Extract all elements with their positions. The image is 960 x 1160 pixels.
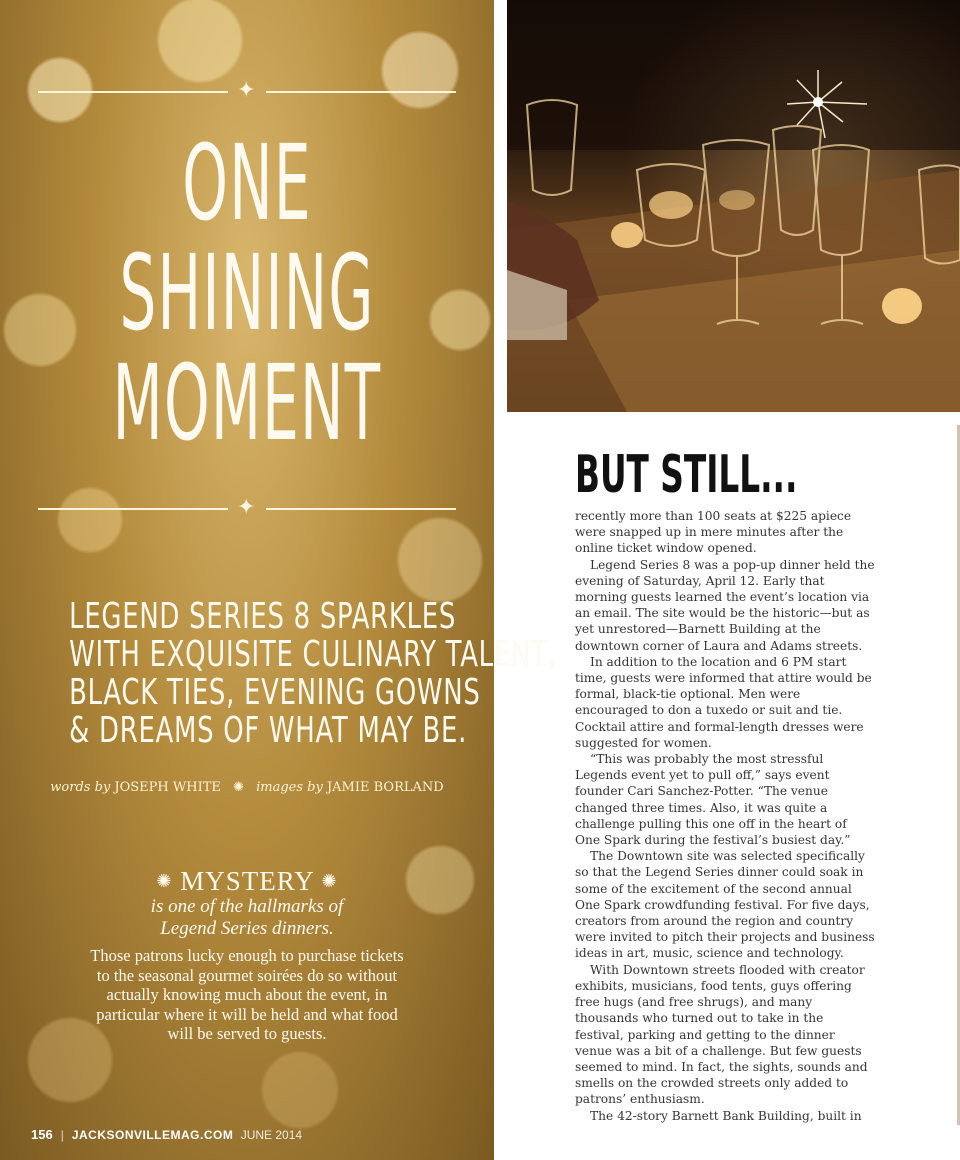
words-label: words by — [50, 780, 111, 795]
photo-illustration — [507, 0, 960, 412]
mystery-subheading — [0, 896, 494, 940]
page-number: 156 — [31, 1127, 53, 1142]
mystery-word: MYSTERY — [180, 866, 314, 896]
site-url: JACKSONVILLEMAG.COM — [71, 1128, 234, 1142]
top-ornament-rule — [38, 78, 456, 103]
article-paragraph: Legend Series 8 was a pop-up dinner held the evening of Saturday, April 12. Early that morning guests learned the event’s location via an email. The site would be the historic—but as yet unrestored—Barnett Building at the downtown corner of Laura and Adams streets. — [575, 557, 875, 653]
article-headline: BUT STILL... — [575, 445, 798, 505]
four-point-star-icon: ✦ — [237, 495, 256, 520]
title-line-2: SHINING — [119, 232, 375, 354]
article-paragraph: In addition to the location and 6 PM start time, guests were informed that attire would be formal, black-tie optional. Men were encouraged to don a tuxedo or suit and tie. Cocktail attire and formal-length dresses were suggested for women. — [575, 654, 872, 750]
sunburst-icon: ✺ — [233, 780, 244, 795]
subtitle-line: BLACK TIES, EVENING GOWNS — [69, 672, 481, 713]
writer-name: JOSEPH WHITE — [114, 780, 221, 795]
subtitle-line: LEGEND SERIES 8 SPARKLES — [69, 596, 457, 637]
bottom-ornament-rule — [38, 495, 456, 520]
byline — [0, 780, 494, 795]
article-body — [575, 508, 875, 1124]
mystery-heading — [0, 866, 494, 897]
article-paragraph: The Downtown site was selected specifically so that the Legend Series dinner could soak in some of the excitement of the second annual One Spark crowdfunding festival. For five days, creators from around the region and country were invited to pitch their projects and business ideas in art, music, science and technology. — [575, 849, 875, 961]
issue-date: JUNE 2014 — [240, 1128, 303, 1142]
sunburst-icon: ✺ — [321, 871, 338, 891]
title-line-1: ONE — [182, 122, 312, 244]
sunburst-icon: ✺ — [156, 871, 173, 891]
four-point-star-icon: ✦ — [237, 78, 256, 103]
title-line-3: MOMENT — [112, 342, 382, 464]
mystery-sub-line: Legend Series dinners. — [160, 918, 334, 939]
article-paragraph: “This was probably the most stressful Legends event yet to pull off,” says event founder Cari Sanchez-Potter. “The venue changed three times. Also, it was quite a challenge pulling this one off in the heart of One Spark during the festival’s busiest day.” — [575, 752, 851, 848]
images-label: images by — [256, 780, 323, 795]
photographer-name: JAMIE BORLAND — [326, 780, 444, 795]
mystery-sub-line: is one of the hallmarks of — [150, 896, 344, 917]
article-paragraph: With Downtown streets flooded with creator exhibits, musicians, food tents, guys offering free hugs (and free shrugs), and many thousands who turned out to take in the festival, parking and getting to the dinner venue was a bit of a challenge. But few guests seemed to mind. In fact, the sights, sounds and smells on the crowded streets only added to patrons’ enthusiasm. — [575, 962, 868, 1107]
subtitle-line: WITH EXQUISITE CULINARY TALENT, — [69, 634, 557, 675]
lede-paragraph: Those patrons lucky enough to purchase tickets to the seasonal gourmet soirées do so without actually knowing much about the event, in particular where it will be held and what food will be served to guests. — [90, 946, 404, 1044]
folio: 156 | JACKSONVILLEMAG.COM JUNE 2014 — [31, 1127, 303, 1142]
subtitle-line: & DREAMS OF WHAT MAY BE. — [69, 710, 468, 751]
subtitle — [69, 596, 557, 751]
article-paragraph: The 42-story Barnett Bank Building, built in — [590, 1108, 862, 1123]
dinner-table-photo — [507, 0, 960, 412]
article-paragraph: recently more than 100 seats at $225 apiece were snapped up in mere minutes after the online ticket window opened. — [575, 509, 852, 556]
